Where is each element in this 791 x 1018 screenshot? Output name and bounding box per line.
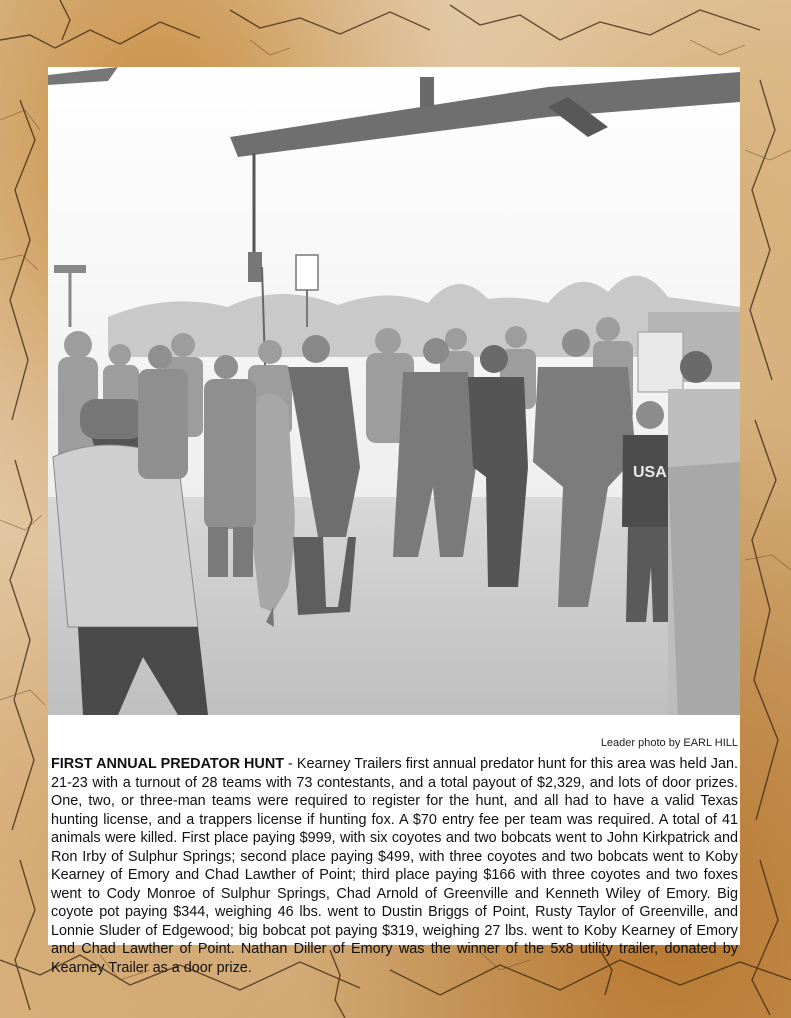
photo-credit: Leader photo by EARL HILL [600,737,738,749]
caption-headline: FIRST ANNUAL PREDATOR HUNT [51,756,285,772]
hunters-photo [48,67,740,715]
photo-caption [51,755,738,977]
usa-shirt-text: USA [633,464,667,481]
man-foreground-right [668,351,740,715]
caption-body: - Kearney Trailers first annual predator hunt for this area was held Jan. 21-23 with a turnout of 28 teams with 73 contestants, and a total payout of $2,329, and lots of door prizes. One, two, or three-man teams were required to register for the hunt, and all had to have a valid Texas hunting license, and a trappers license if hunting fox. A $70 entry fee per team was required. A total of 41 animals were killed. First place paying $999, with six coyotes and two bobcats went to John Kirkpatrick and Ron Irby of Sulphur Springs; second place paying $499, with three coyotes and two bobcats went to Koby Kearney of Emory and Chad Lawther of Point; third place paying $166 with three coyotes and two foxes went to Cody Monroe of Sulphur Springs, Chad Arnold of Greenville and Kenneth Wiley of Emory. Big coyote pot paying $344, weighing 46 lbs. went to Dustin Briggs of Point, Rusty Taylor of Greenville, and Lonnie Sluder of Edgewood; big bobcat pot paying $319, weighing 27 lbs. went to Koby Kearney of Emory and Chad Lawther of Point. Nathan Diller of Emory was the winner of the 5x8 utility trailer, donated by Kearney Trailer as a door prize. [51,756,738,976]
article-panel [48,67,740,976]
event-photo [48,67,740,715]
